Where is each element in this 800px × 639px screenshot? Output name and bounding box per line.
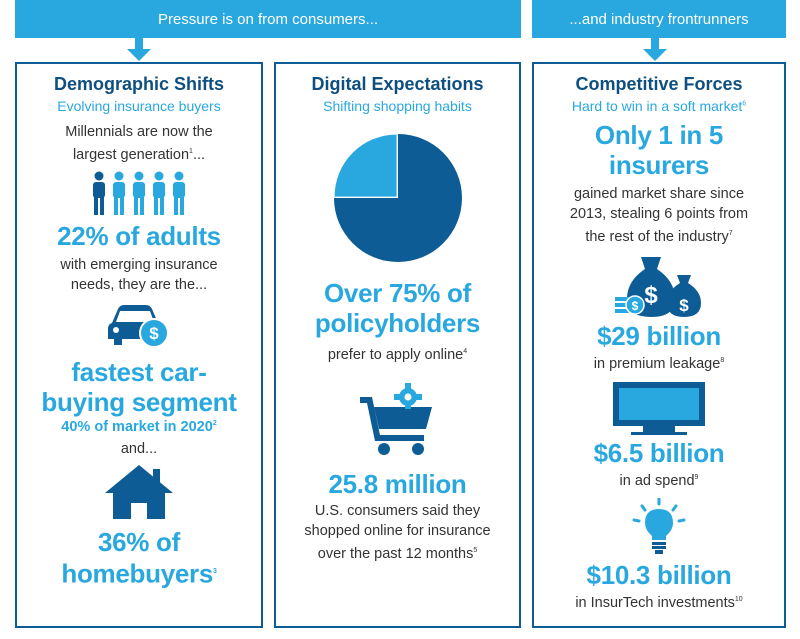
6-5-billion-stat: $6.5 billion (593, 437, 725, 468)
text-line: Over 75% of (324, 278, 471, 308)
text-line: Millennials are now the (65, 124, 213, 140)
tv-icon (611, 380, 707, 436)
one-in-five-stat (534, 120, 784, 180)
shopping-cart-icon (358, 383, 438, 459)
insurtech-text (534, 590, 784, 613)
text-span: homebuyers (61, 558, 213, 589)
text-span: the rest of the industry (585, 228, 729, 245)
text-line: gained market share since (573, 186, 745, 202)
arrow-head-icon (643, 49, 667, 61)
text-line (17, 557, 261, 589)
text-span: Hard to win in a soft market (571, 98, 743, 114)
text-span: over the past 12 months (317, 545, 474, 562)
ad-spend-text (534, 468, 784, 491)
text-line: fastest car- (71, 356, 207, 387)
pie-slice-small (334, 135, 396, 197)
footnote: 6 (742, 100, 747, 108)
homebuyers-stat (17, 527, 261, 589)
text-line: buying segment (41, 386, 237, 417)
pie-chart-icon (332, 132, 464, 264)
footnote: 8 (720, 356, 725, 364)
text-line: insurers (608, 150, 710, 180)
text-span: 40% of market in 2020 (61, 418, 213, 435)
lightbulb-icon (629, 498, 689, 556)
emerging-needs-text (17, 255, 261, 295)
over-75-stat (276, 278, 519, 338)
panel-subtitle: Shifting shopping habits (323, 98, 472, 114)
and-text: and... (120, 440, 158, 457)
29-billion-stat: $29 billion (597, 320, 721, 351)
market-share-text (534, 184, 784, 247)
stat-22-percent: 22% of adults (57, 220, 221, 251)
fastest-car-buying-stat (17, 357, 261, 417)
house-icon (103, 463, 175, 521)
banner-frontrunners-text: ...and industry frontrunners (569, 10, 749, 28)
banner-consumers-text: Pressure is on from consumers... (157, 10, 379, 28)
text-line: 36% of (97, 526, 180, 557)
people-icon (89, 171, 189, 217)
text-line: Only 1 in 5 (594, 120, 724, 150)
text-span: ... (192, 146, 206, 163)
text-line: 2013, stealing 6 points from (569, 206, 749, 222)
text-line: shopped online for insurance (304, 522, 491, 539)
text-span: in premium leakage (593, 355, 721, 372)
svg-text:$: $ (149, 323, 159, 343)
million-stat: 25.8 million (328, 468, 467, 499)
10-3-billion-stat: $10.3 billion (586, 560, 732, 591)
footnote: 4 (463, 348, 468, 355)
millennials-text (17, 122, 261, 165)
panel-digital-expectations (274, 62, 521, 628)
banner-frontrunners (532, 0, 786, 38)
car-dollar-icon (104, 303, 174, 353)
panel-competitive-forces (532, 62, 786, 628)
market-2020-text (17, 419, 261, 435)
svg-text:$: $ (644, 281, 658, 309)
footnote: 5 (473, 546, 478, 554)
arrow-head-icon (127, 49, 151, 61)
footnote: 2 (212, 420, 217, 427)
online-shoppers-text (276, 501, 519, 564)
text-line (17, 142, 261, 165)
text-span: prefer to apply online (327, 346, 464, 363)
svg-text:$: $ (631, 298, 639, 313)
svg-text:$: $ (679, 295, 689, 315)
panel-demographic-shifts (15, 62, 263, 628)
banner-consumers (15, 0, 521, 38)
text-line (276, 541, 519, 564)
text-span: largest generation (72, 146, 190, 163)
text-span: in InsurTech investments (575, 595, 735, 612)
footnote: 10 (734, 596, 743, 604)
text-line: with emerging insurance (60, 256, 218, 273)
text-line: policyholders (314, 308, 481, 338)
footnote: 7 (728, 230, 733, 237)
text-line: U.S. consumers said they (314, 502, 481, 519)
footnote: 3 (213, 567, 217, 575)
panel-subtitle: Evolving insurance buyers (57, 98, 221, 114)
panel-title: Digital Expectations (311, 74, 484, 94)
panel-title: Demographic Shifts (53, 74, 225, 94)
text-line: needs, they are the... (70, 276, 208, 293)
footnote: 1 (189, 148, 193, 155)
footnote: 9 (694, 473, 699, 481)
panel-subtitle (534, 98, 784, 114)
premium-leakage-text (534, 351, 784, 374)
text-line (534, 224, 784, 247)
text-span: in ad spend (619, 472, 695, 489)
money-bags-icon (613, 253, 705, 319)
panel-title: Competitive Forces (575, 74, 743, 94)
apply-online-text (276, 342, 519, 365)
